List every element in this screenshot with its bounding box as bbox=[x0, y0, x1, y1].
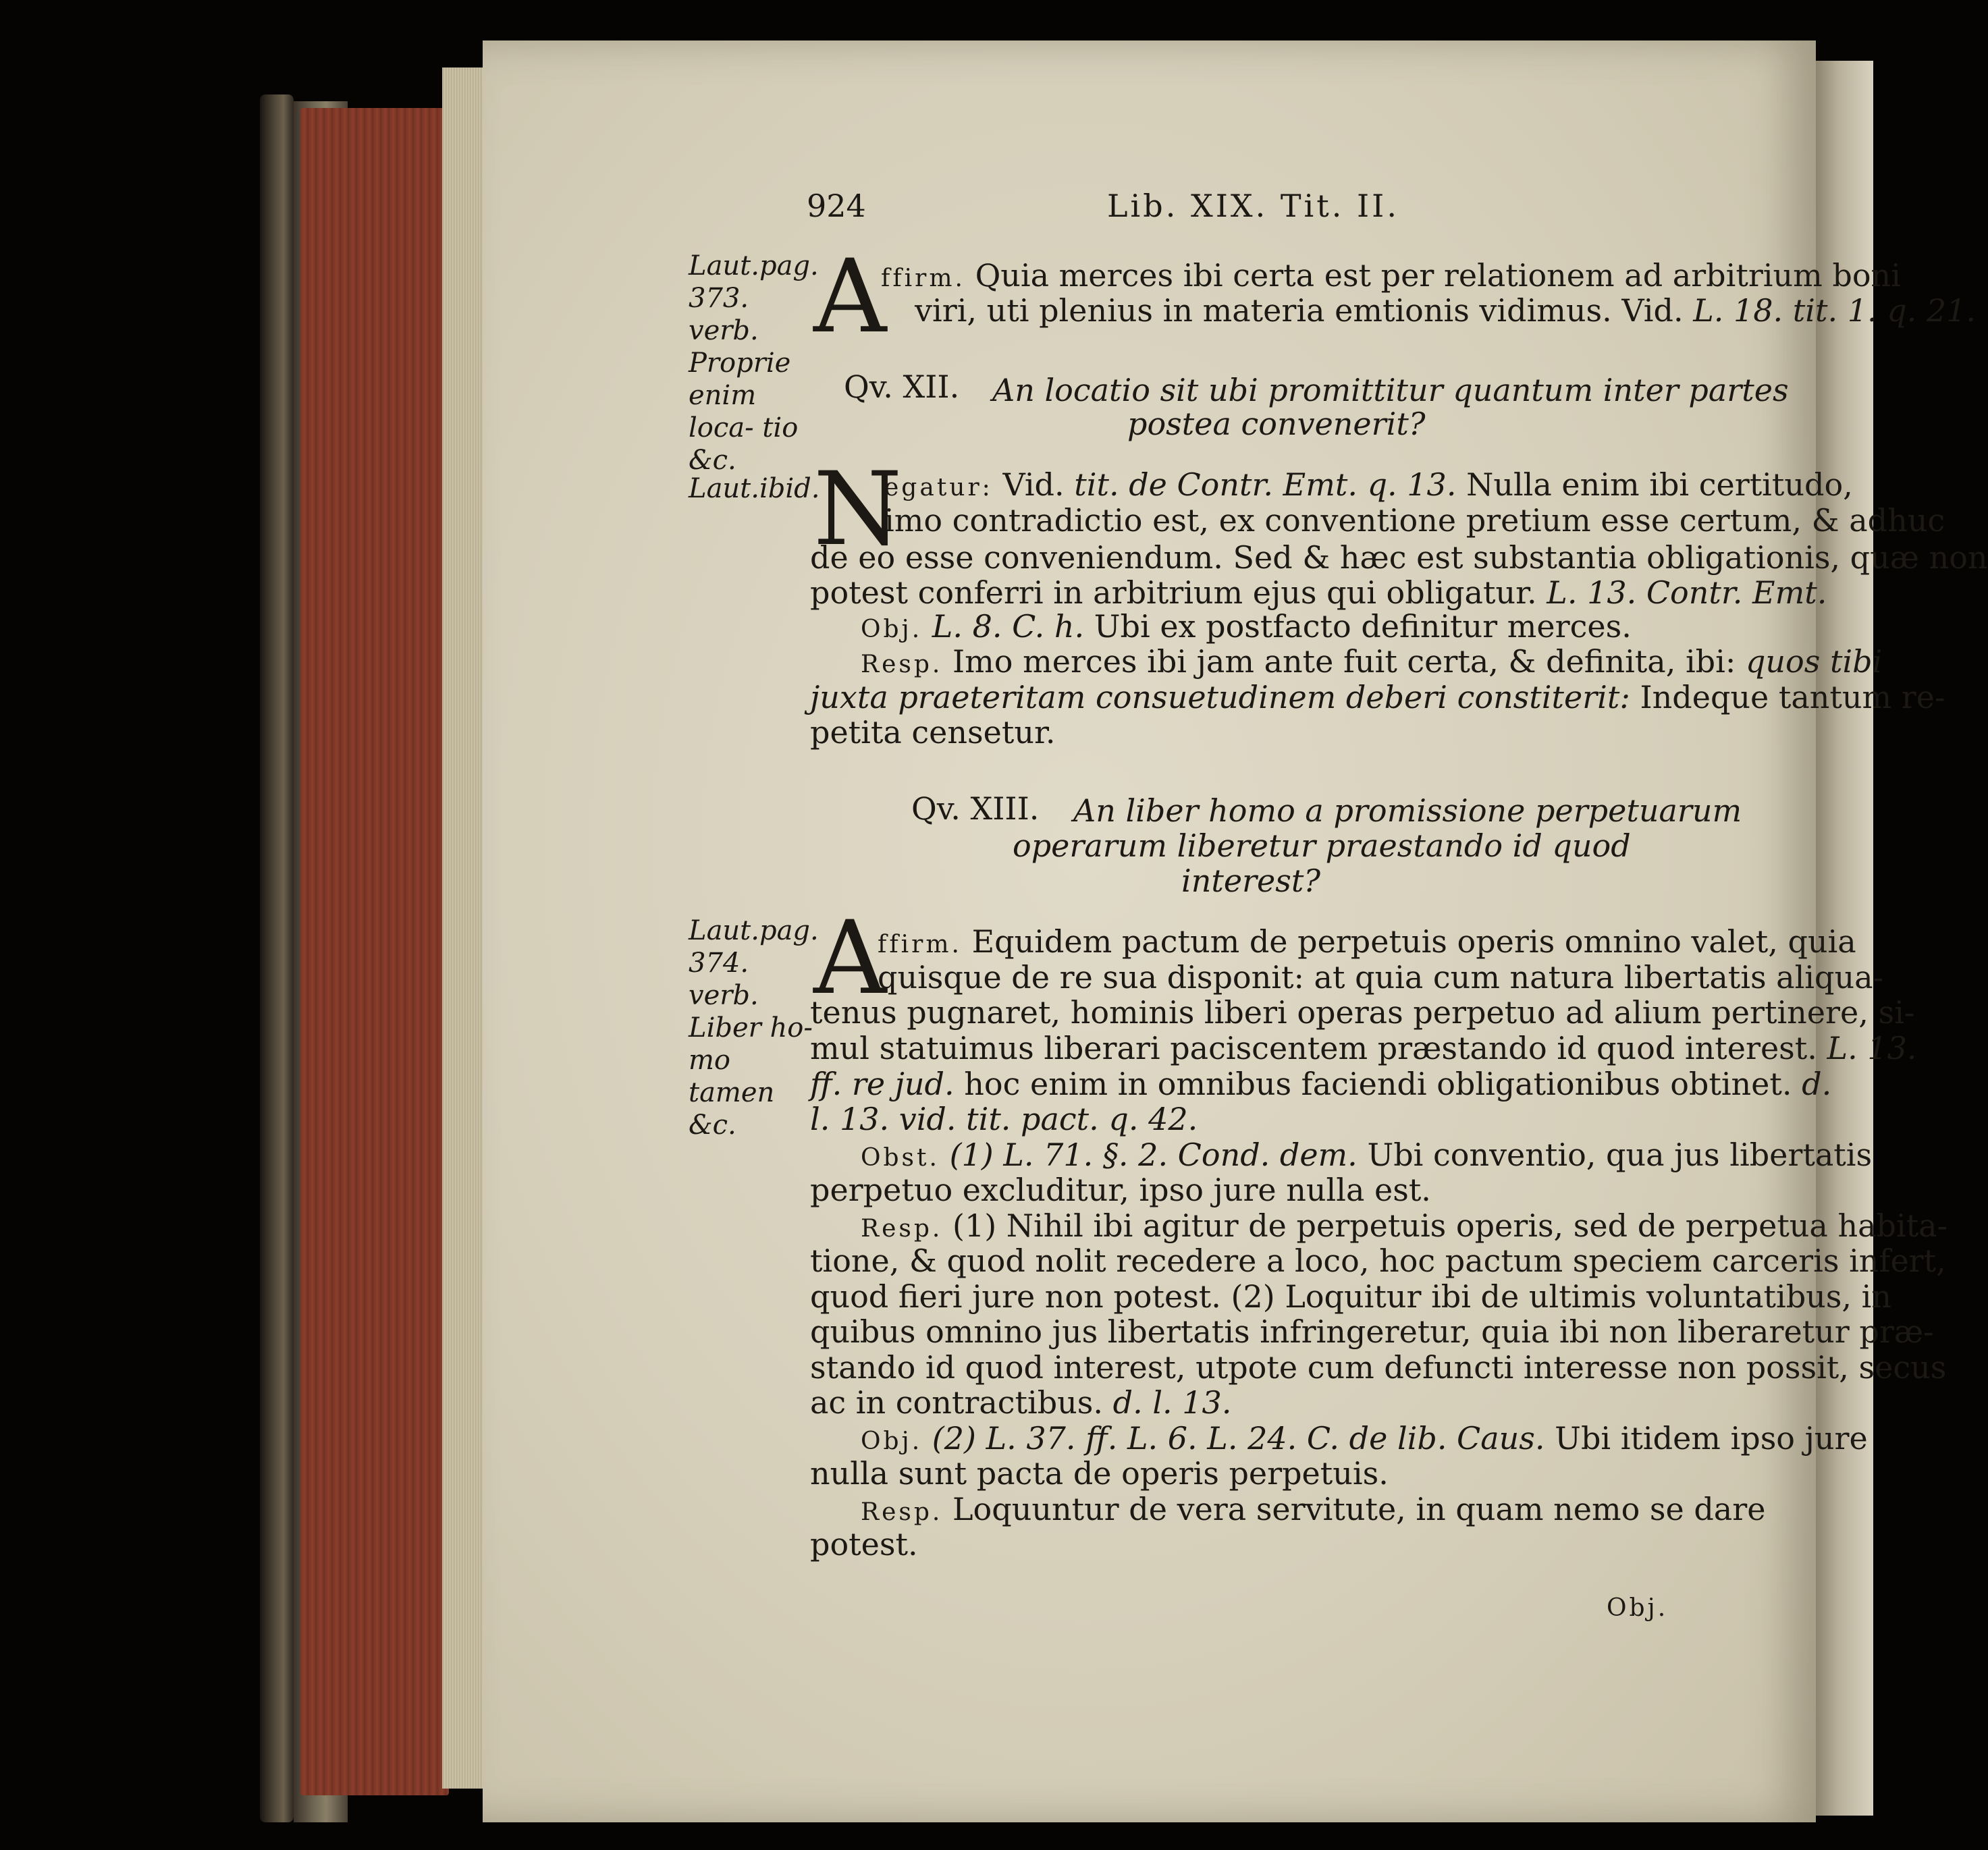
text-span: Vid. bbox=[1002, 466, 1065, 503]
text-span: Imo merces ibi jam ante fuit certa, & definita, ibi: bbox=[952, 643, 1736, 680]
question-text: postea convenerit? bbox=[1127, 406, 1426, 442]
page-number: 924 bbox=[807, 188, 866, 224]
text-line bbox=[810, 574, 1827, 611]
reference: L. 13. Contr. Emt. bbox=[1547, 574, 1827, 611]
text-span: hoc enim in omnibus faciendi obligationibus obtinet. bbox=[964, 1066, 1792, 1102]
small-caps-word: Resp. bbox=[861, 1215, 943, 1243]
text-line: perpetuo excluditur, ipso jure nulla est. bbox=[810, 1172, 1431, 1208]
text-line: petita censetur. bbox=[810, 714, 1056, 751]
text-span: Loquuntur de vera servitute, in quam nemo se dare bbox=[952, 1491, 1766, 1527]
small-caps-word: Resp. bbox=[861, 651, 943, 678]
text-span: Quia merces ibi certa est per relationem ad arbitrium boni bbox=[975, 257, 1901, 294]
text-line bbox=[861, 1137, 1873, 1173]
text-line bbox=[861, 608, 1632, 645]
margin-note: Laut.pag. 373. verb. Proprie enim loca- tio &c. bbox=[689, 250, 819, 476]
reference: d. bbox=[1802, 1066, 1832, 1102]
text-span: Indeque tantum re- bbox=[1640, 679, 1945, 715]
reference: L. 18. tit. 1. q. 21. bbox=[1693, 292, 1977, 329]
text-span: potest conferri in arbitrium ejus qui obligatur. bbox=[810, 574, 1537, 611]
text-line bbox=[810, 1066, 1832, 1102]
text-line bbox=[861, 643, 1883, 680]
question-text: interest? bbox=[1181, 863, 1321, 899]
question-text: operarum liberetur praestando id quod bbox=[1013, 827, 1631, 864]
quotation: quos tibi bbox=[1745, 643, 1883, 680]
small-caps-word: Resp. bbox=[861, 1498, 943, 1526]
reference: (2) L. 37. ff. L. 6. L. 24. C. de lib. Caus. bbox=[932, 1420, 1545, 1457]
book-spine bbox=[260, 94, 294, 1822]
text-line: quod fieri jure non potest. (2) Loquitur ibi de ultimis voluntatibus, in bbox=[810, 1278, 1891, 1315]
text-line: quisque de re sua disponit: at quia cum natura libertatis aliqua- bbox=[878, 959, 1884, 996]
text-line bbox=[861, 1420, 1868, 1457]
text-line: tione, & quod nolit recedere a loco, hoc pactum speciem carceris infert, bbox=[810, 1243, 1946, 1279]
small-caps-word: Obst. bbox=[861, 1144, 940, 1172]
reference: L. 8. C. h. bbox=[932, 608, 1085, 645]
text-line: de eo esse conveniendum. Sed & hæc est substantia obligationis, quæ non bbox=[810, 539, 1988, 576]
reference: l. 13. vid. tit. pact. q. 42. bbox=[810, 1101, 1198, 1137]
text-line: quibus omnino jus libertatis infringeretur, quia ibi non liberaretur præ- bbox=[810, 1313, 1934, 1350]
text-span: Ubi itidem ipso jure bbox=[1555, 1420, 1868, 1457]
question-text: An locatio sit ubi promittitur quantum inter partes bbox=[992, 372, 1789, 408]
text-line bbox=[915, 292, 1977, 329]
quotation: juxta praeteritam consuetudinem deberi constiterit: bbox=[810, 679, 1630, 715]
question-label: Qv. XII. bbox=[844, 369, 960, 405]
text-line: imo contradictio est, ex conventione pretium esse certum, & adhuc bbox=[884, 502, 1945, 539]
text-line bbox=[878, 923, 1856, 960]
text-span: ac in contractibus. bbox=[810, 1384, 1104, 1421]
text-span: viri, uti plenius in materia emtionis vidimus. Vid. bbox=[915, 292, 1684, 329]
running-title: Lib. XIX. Tit. II. bbox=[1107, 188, 1399, 224]
reference: ff. re jud. bbox=[810, 1066, 955, 1102]
reference: d. l. 13. bbox=[1112, 1384, 1232, 1421]
text-line: tenus pugnaret, hominis liberi operas perpetuo ad alium pertinere, si- bbox=[810, 994, 1915, 1031]
text-span: Ubi ex postfacto definitur merces. bbox=[1094, 608, 1632, 645]
small-caps-word: egatur: bbox=[884, 474, 993, 501]
text-span: Ubi conventio, qua jus libertatis bbox=[1367, 1137, 1873, 1173]
text-span: Equidem pactum de perpetuis operis omnino valet, quia bbox=[971, 923, 1856, 960]
margin-note: Laut.ibid. bbox=[689, 473, 820, 504]
text-line bbox=[861, 1491, 1766, 1527]
question-text: An liber homo a promissione perpetuarum bbox=[1073, 792, 1742, 829]
text-line: stando id quod interest, utpote cum defuncti interesse non possit, secus bbox=[810, 1349, 1947, 1386]
text-line bbox=[881, 257, 1901, 294]
text-line: nulla sunt pacta de operis perpetuis. bbox=[810, 1455, 1389, 1492]
page-stack bbox=[442, 67, 483, 1789]
small-caps-word: Obj. bbox=[861, 616, 923, 643]
drop-cap: N bbox=[813, 451, 903, 568]
small-caps-word: ffirm. bbox=[878, 931, 962, 958]
drop-cap: A bbox=[813, 238, 887, 356]
reference: (1) L. 71. §. 2. Cond. dem. bbox=[949, 1137, 1358, 1173]
question-label: Qv. XIII. bbox=[911, 790, 1040, 827]
reference: tit. de Contr. Emt. q. 13. bbox=[1074, 466, 1457, 503]
text-span: Nulla enim ibi certitudo, bbox=[1466, 466, 1853, 503]
small-caps-word: Obj. bbox=[861, 1427, 923, 1455]
text-line bbox=[810, 1030, 1917, 1066]
margin-note: Laut.pag. 374. verb. Liber ho- mo tamen &c. bbox=[689, 915, 819, 1141]
text-line bbox=[810, 679, 1945, 715]
catchword: Obj. bbox=[1607, 1594, 1669, 1622]
small-caps-word: ffirm. bbox=[881, 265, 965, 292]
drop-cap: A bbox=[813, 900, 887, 1017]
text-span: (1) Nihil ibi agitur de perpetuis operis, sed de perpetua habita- bbox=[952, 1207, 1948, 1244]
text-line bbox=[884, 466, 1853, 503]
text-span: mul statuimus liberari paciscentem præstando id quod interest. bbox=[810, 1030, 1817, 1066]
text-line: potest. bbox=[810, 1526, 918, 1562]
reference: L. 13. bbox=[1827, 1030, 1917, 1066]
text-line bbox=[861, 1207, 1948, 1244]
text-line bbox=[810, 1384, 1232, 1421]
red-page-edge bbox=[300, 108, 449, 1795]
